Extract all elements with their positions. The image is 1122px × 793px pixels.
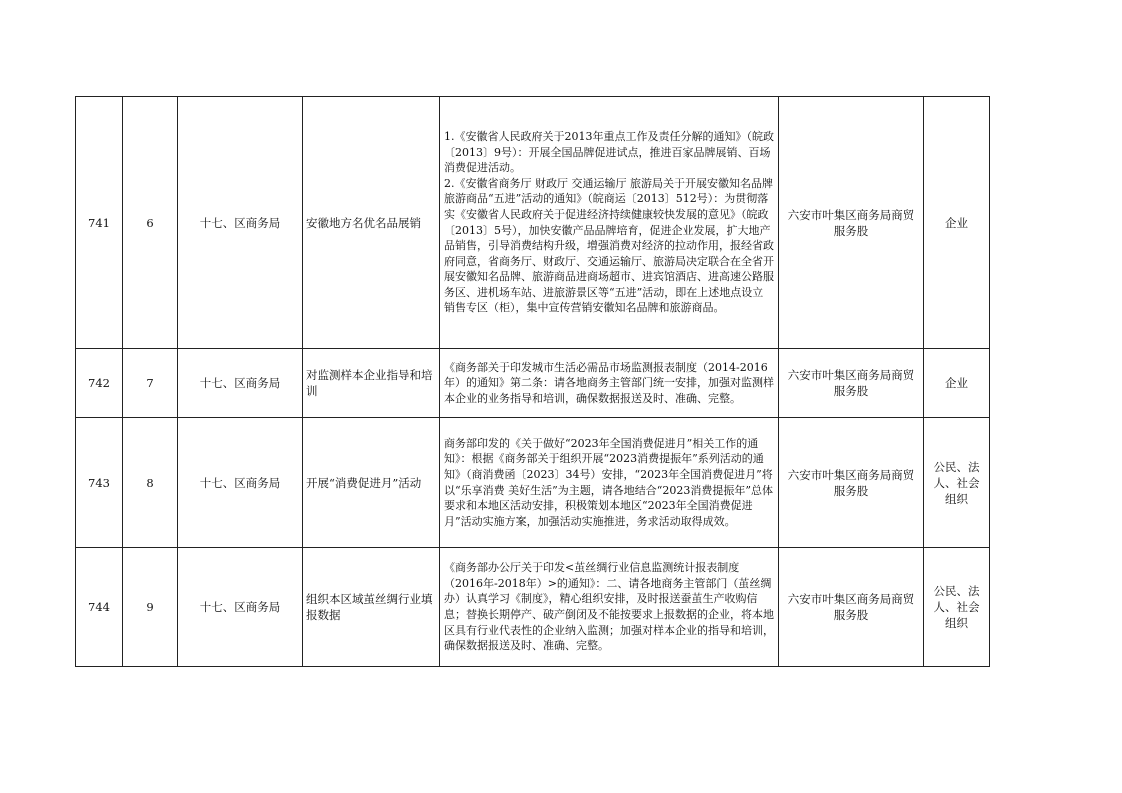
row-basis <box>440 548 779 667</box>
row-department: 六安市叶集区商务局商贸服务股 <box>779 349 924 418</box>
row-department: 六安市叶集区商务局商贸服务股 <box>779 418 924 548</box>
table-row <box>76 349 990 418</box>
row-basis-text: 《商务部关于印发城市生活必需品市场监测报表制度（2014-2016年）的通知》第二条：请各地商务主管部门统一安排，加强对监测样本企业的业务指导和培训，确保数据报送及时、准确、完整。 <box>444 360 774 405</box>
row-basis <box>440 349 779 418</box>
row-sub-seq: 9 <box>123 548 178 667</box>
row-basis <box>440 418 779 548</box>
row-item-name: 开展“消费促进月”活动 <box>303 418 440 548</box>
row-item-name: 对监测样本企业指导和培训 <box>303 349 440 418</box>
row-seq: 744 <box>76 548 123 667</box>
row-item-name: 组织本区域茧丝绸行业填报数据 <box>303 548 440 667</box>
row-target: 企业 <box>924 97 990 349</box>
row-seq: 742 <box>76 349 123 418</box>
row-target: 企业 <box>924 349 990 418</box>
row-basis-text: 《商务部办公厅关于印发<茧丝绸行业信息监测统计报表制度（2016年-2018年）>的通知》：二、请各地商务主管部门（茧丝绸办）认真学习《制度》，精心组织安排，及时报送蚕茧生产收购信息；替换长期停产、破产倒闭及不能按要求上报数据的企业，将本地区具有行业代表性的企业纳入监测；加强对样本企业的指导和培训，确保数据报送及时、准确、完整。 <box>444 561 774 653</box>
row-target: 公民、法人、社会组织 <box>924 418 990 548</box>
table-row <box>76 548 990 667</box>
row-seq: 743 <box>76 418 123 548</box>
row-sub-seq: 8 <box>123 418 178 548</box>
row-basis <box>440 97 779 349</box>
row-category: 十七、区商务局 <box>178 349 303 418</box>
table-row <box>76 97 990 349</box>
row-basis-text: 1.《安徽省人民政府关于2013年重点工作及责任分解的通知》（皖政〔2013〕9号）：开展全国品牌促进试点，推进百家品牌展销、百场消费促进活动。 2.《安徽省商务厅 财政厅 交通运输厅 旅游局关于开展安徽知名品牌旅游商品“五进”活动的通知》（皖商运〔2013〕512号）：为贯彻落实《安徽省人民政府关于促进经济持续健康较快发展的意见》（皖政〔2013〕5号），加快安徽产品品牌培育，促进企业发展，扩大地产品销售，引导消费结构升级，增强消费对经济的拉动作用，报经省政府同意，省商务厅、财政厅、交通运输厅、旅游局决定联合在全省开展安徽知名品牌、旅游商品进商场超市、进宾馆酒店、进高速公路服务区、进机场车站、进旅游景区等“五进”活动，即在上述地点设立销售专区（柜），集中宣传营销安徽知名品牌和旅游商品。 <box>444 129 774 315</box>
row-department: 六安市叶集区商务局商贸服务股 <box>779 97 924 349</box>
row-category: 十七、区商务局 <box>178 418 303 548</box>
row-category: 十七、区商务局 <box>178 97 303 349</box>
row-department: 六安市叶集区商务局商贸服务股 <box>779 548 924 667</box>
row-category: 十七、区商务局 <box>178 548 303 667</box>
row-seq: 741 <box>76 97 123 349</box>
row-sub-seq: 7 <box>123 349 178 418</box>
service-items-table <box>75 96 990 667</box>
row-target: 公民、法人、社会组织 <box>924 548 990 667</box>
row-item-name: 安徽地方名优名品展销 <box>303 97 440 349</box>
row-sub-seq: 6 <box>123 97 178 349</box>
table-row <box>76 418 990 548</box>
row-basis-text: 商务部印发的《关于做好“2023年全国消费促进月”相关工作的通知》：根据《商务部关于组织开展“2023消费提振年”系列活动的通知》（商消费函〔2023〕34号）安排，“2023年全国消费促进月”将以“乐享消费 美好生活”为主题，请各地结合“2023消费提振年”总体要求和本地区活动安排，积极策划本地区“2023年全国消费促进月”活动实施方案，加强活动实施推进，务求活动取得成效。 <box>444 436 773 528</box>
